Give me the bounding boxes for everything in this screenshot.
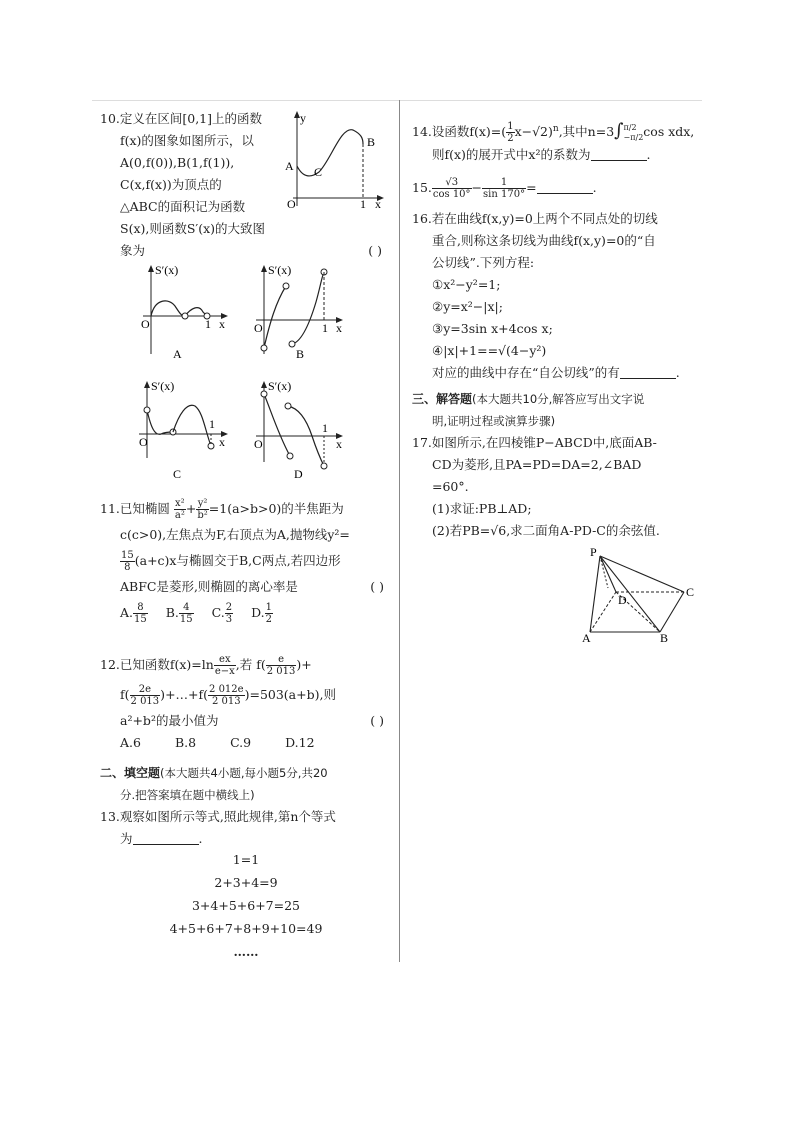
question-10 (100, 108, 382, 262)
denominator: a² (174, 510, 185, 521)
section-note: (本大题共4小题,每小题5分,共20 (160, 766, 328, 780)
section-note: (本大题共10分,解答应写出文字说 (472, 392, 645, 406)
option-axis-label: S′(x) (268, 263, 292, 277)
denominator: 8 (124, 562, 131, 573)
fraction (208, 684, 245, 707)
q12-text: +…+f (165, 687, 204, 702)
numerator: 2 012e (209, 684, 244, 695)
x-one-label: 1 (209, 417, 215, 431)
fraction (130, 684, 161, 707)
q13-text: 为 (120, 831, 133, 846)
fraction (482, 177, 526, 200)
q10-line: S(x),则函数S′(x)的大致图 (120, 221, 266, 236)
point-c-label: C (314, 165, 323, 179)
choice-letter: D. (251, 605, 265, 620)
exponent: n (552, 124, 559, 134)
equation-line: 2+3+4=9 (214, 875, 278, 890)
minus-sign: − (471, 180, 483, 195)
numerator: 1 (507, 121, 514, 133)
question-13: 13.观察如图所示等式,照此规律,第n个等式 为 . (100, 806, 392, 850)
q10-function-graph (283, 108, 393, 214)
q12-text: + (301, 657, 312, 672)
answer-blank (537, 179, 593, 194)
denominator: 2 013 (130, 696, 160, 707)
integral-sign: ∫ (614, 120, 624, 142)
q11-text: 11.已知椭圆 (100, 501, 170, 516)
fraction (266, 654, 297, 677)
q17-line: CD为菱形,且PA=PD=DA=2,∠BAD (432, 457, 642, 472)
numerator: 1 (265, 602, 273, 613)
option-axis-label: S′(x) (155, 263, 179, 277)
q13-text: 13.观察如图所示等式,照此规律,第n个等式 (100, 809, 336, 824)
denominator: 2 013 (266, 666, 296, 677)
option-letter: A (173, 347, 182, 361)
denominator: b² (197, 510, 208, 521)
fraction (120, 550, 135, 573)
choice-letter: A. (120, 605, 134, 620)
q16-option: ②y=x²−|x|; (432, 299, 503, 314)
choice-d (251, 598, 273, 628)
fraction (196, 498, 208, 521)
equation-pattern (100, 848, 392, 963)
origin-label: O (254, 437, 263, 451)
fraction (265, 602, 273, 625)
section-2-header (100, 762, 392, 806)
q16-option: ①x²−y²=1; (432, 277, 501, 292)
fraction (506, 121, 514, 144)
numerator: 2 (225, 602, 233, 613)
question-16: 16.若在曲线f(x,y)=0上两个不同点处的切线 重合,则称这条切线为曲线f(x,y)=0的“自 公切线”.下列方程: ①x²−y²=1; ②y=x²−|x|; ③y=3sin x+4cos x; ④|x|+1==√(4−y²) 对应的曲线中存在“自公切线”的有 . (412, 208, 702, 384)
x-axis-label: x (336, 437, 342, 451)
denominator: 15 (134, 614, 147, 625)
q16-line: 公切线”.下列方程: (432, 255, 535, 270)
q10-line: C(x,f(x))为顶点的 (120, 177, 222, 192)
numerator: x² (175, 498, 185, 509)
section-title: 二、填空题 (100, 766, 161, 780)
question-12: 12.已知函数f(x)=ln $\frac{ex}{e-x}$ ,若 f( $\frac{e}{2 013}$ )+ f( $\frac{2e}{2 013}$ )+…+f( $\frac{2 012e}{2 013}$ )=503(a+b),则 a²+b²的最小值为 ( ) A.6 B.8 C.9 D.12 (100, 650, 392, 754)
denominator: 2 013 (211, 696, 241, 707)
question-14: 14.设函数f(x)=( $\frac{1}{2}$ x−√2)$^n$,其中n=3∫ π/2 −π/2 cos xdx, 则f(x)的展开式中x²的系数为 . (412, 120, 695, 162)
q12-text: ,若 f (235, 657, 261, 672)
q10-line (100, 240, 390, 262)
origin-label: O (139, 435, 148, 449)
equation-line: 1=1 (232, 852, 260, 867)
fraction (179, 602, 194, 625)
denominator: sin 170° (483, 189, 526, 200)
integral-lower: −π/2 (623, 132, 644, 142)
q11-text: ABFC是菱形,则椭圆的离心率是 (120, 579, 298, 594)
numerator: √3 (432, 177, 472, 189)
q16-line: 16.若在曲线f(x,y)=0上两个不同点处的切线 (412, 211, 658, 226)
option-letter: B (296, 347, 305, 361)
answer-bracket: ( ) (370, 579, 384, 594)
q10-line: 10.定义在区间[0,1]上的函数 (100, 111, 263, 126)
integral-upper: π/2 (623, 122, 637, 132)
equation-line: …… (233, 944, 259, 959)
equation-line: 3+4+5+6+7=25 (191, 898, 301, 913)
fraction (133, 602, 148, 625)
q10-option-a-graph (135, 262, 235, 362)
pyramid-figure (580, 548, 700, 644)
x-one-label: 1 (322, 321, 328, 335)
numerator: 1 (482, 177, 526, 189)
q16-option: ③y=3sin x+4cos x; (432, 321, 553, 336)
q10-line: 象为 (120, 243, 146, 258)
x-axis-label: x (336, 321, 342, 335)
top-rule (92, 100, 702, 101)
q14-text: 14.设函数f(x)= (412, 124, 502, 140)
q17-line: 17.如图所示,在四棱锥P−ABCD中,底面AB- (412, 435, 657, 450)
answer-blank (620, 364, 676, 379)
vertex-d-label: D (618, 593, 627, 607)
choice-c (212, 598, 233, 628)
choice-b: B.8 (174, 735, 197, 750)
numerator: e (266, 654, 297, 666)
answer-blank (591, 146, 647, 161)
q11-text: =1(a>b>0)的半焦距为 (208, 501, 344, 516)
x-axis-label: x (375, 197, 381, 211)
denominator: 15 (179, 614, 193, 625)
q10-option-d-graph (250, 378, 350, 482)
choice-a: A.6 (120, 735, 141, 750)
section-note: 分.把答案填在题中横线上) (120, 788, 255, 802)
denominator: 2 (507, 133, 514, 145)
fraction (174, 498, 186, 521)
q12-text: =503(a+b),则 (249, 687, 336, 702)
vertex-b-label: B (660, 631, 669, 644)
denominator: 2 (265, 614, 273, 625)
answer-bracket: ( ) (370, 713, 384, 728)
q15-text: 15. (412, 180, 432, 195)
option-letter: D (294, 467, 303, 481)
x-one-label: 1 (360, 197, 366, 211)
q14-text: cos xdx, (643, 124, 695, 140)
q17-line: (1)求证:PB⊥AD; (432, 501, 532, 516)
section-title: 三、解答题 (412, 392, 473, 406)
q14-text: ,其中n=3 (558, 124, 615, 140)
option-letter: C (173, 467, 182, 481)
q17-line: =60°. (432, 479, 469, 494)
x-axis-label: x (219, 317, 225, 331)
vertex-c-label: C (686, 585, 695, 599)
q10-line: f(x)的图象如图所示，以 (120, 133, 254, 148)
point-b-label: B (367, 135, 376, 149)
q10-option-b-graph (250, 262, 350, 362)
column-divider (399, 100, 400, 962)
q11-text: (a+c)x与椭圆交于B,C两点,若四边形 (134, 553, 341, 568)
q10-option-c-graph (135, 378, 235, 482)
denominator: 3 (225, 614, 233, 625)
q11-text: c(c>0),左焦点为F,右顶点为A,抛物线y²= (120, 527, 350, 542)
choice-d: D.12 (285, 735, 315, 750)
choice-letter: C. (211, 605, 225, 620)
origin-label: O (254, 321, 263, 335)
y-axis-label: y (300, 111, 306, 125)
vertex-p-label: P (590, 548, 597, 559)
question-17 (412, 432, 702, 542)
fraction (432, 177, 472, 200)
equals-sign: = (526, 180, 537, 195)
q16-line: 重合,则称这条切线为曲线f(x,y)=0的“自 (432, 233, 656, 248)
numerator: 15 (121, 550, 134, 561)
question-15: 15. $\frac{√3}{\cos 10^\circ}$ − $\frac{1}{\sin 170^\circ}$ = . (412, 177, 597, 200)
origin-label: O (287, 197, 296, 211)
denominator: e−x (214, 666, 235, 677)
option-axis-label: S′(x) (268, 379, 292, 393)
q12-text: a²+b²的最小值为 (120, 713, 219, 728)
q14-text: 则f(x)的展开式中x²的系数为 (432, 147, 591, 162)
q16-line: 对应的曲线中存在“自公切线”的有 (432, 365, 620, 380)
q10-line: A(0,f(0)),B(1,f(1)), (120, 155, 235, 170)
numerator: 4 (179, 602, 194, 614)
q14-text: x−√2 (514, 124, 549, 140)
choice-letter: B. (165, 605, 179, 620)
option-axis-label: S′(x) (151, 379, 175, 393)
q12-text: 12.已知函数f(x)=ln (100, 657, 214, 672)
q10-line: △ABC的面积记为函数 (120, 199, 246, 214)
section-note: 明,证明过程或演算步骤) (432, 414, 556, 428)
section-3-header (412, 388, 702, 432)
equation-line: 4+5+6+7+8+9+10=49 (169, 921, 323, 936)
numerator: 8 (133, 602, 148, 614)
denominator: cos 10° (432, 189, 471, 200)
choice-b (166, 598, 194, 628)
q12-text: f (120, 687, 125, 702)
q17-line: (2)若PB=√6,求二面角A-PD-C的余弦值. (432, 523, 660, 538)
answer-bracket: ( ) (368, 243, 382, 258)
q16-option: ④|x|+1==√(4−y²) (432, 343, 547, 358)
x-one-label: 1 (322, 421, 328, 435)
question-11: 11.已知椭圆 $\frac{\text{x²}}{\text{a²}}$ + $\frac{\text{y²}}{\text{b²}}$ =1(a>b>0)的半焦距为 c(c>0),左焦点为F,右顶点为A,抛物线y²= $\frac{15}{8}$ (a+c)x与椭圆交于B,C两点,若四边形 ABFC是菱形,则椭圆的离心率是 ( ) A. $\frac{8}{15}$ B. $\frac{4}{15}$ C. $\frac{2}{3}$ D. $\frac{1}{2}$ (100, 494, 392, 628)
fraction (214, 654, 236, 677)
choice-c: C.9 (230, 735, 252, 750)
point-a-label: A (285, 159, 294, 173)
fraction (225, 602, 233, 625)
numerator: y² (197, 498, 208, 509)
numerator: ex (214, 654, 236, 666)
numerator: 2e (130, 684, 161, 696)
x-one-label: 1 (205, 317, 211, 331)
answer-blank (133, 830, 199, 845)
origin-label: O (141, 317, 150, 331)
choice-a (120, 598, 148, 628)
x-axis-label: x (219, 435, 225, 449)
vertex-a-label: A (582, 631, 591, 644)
